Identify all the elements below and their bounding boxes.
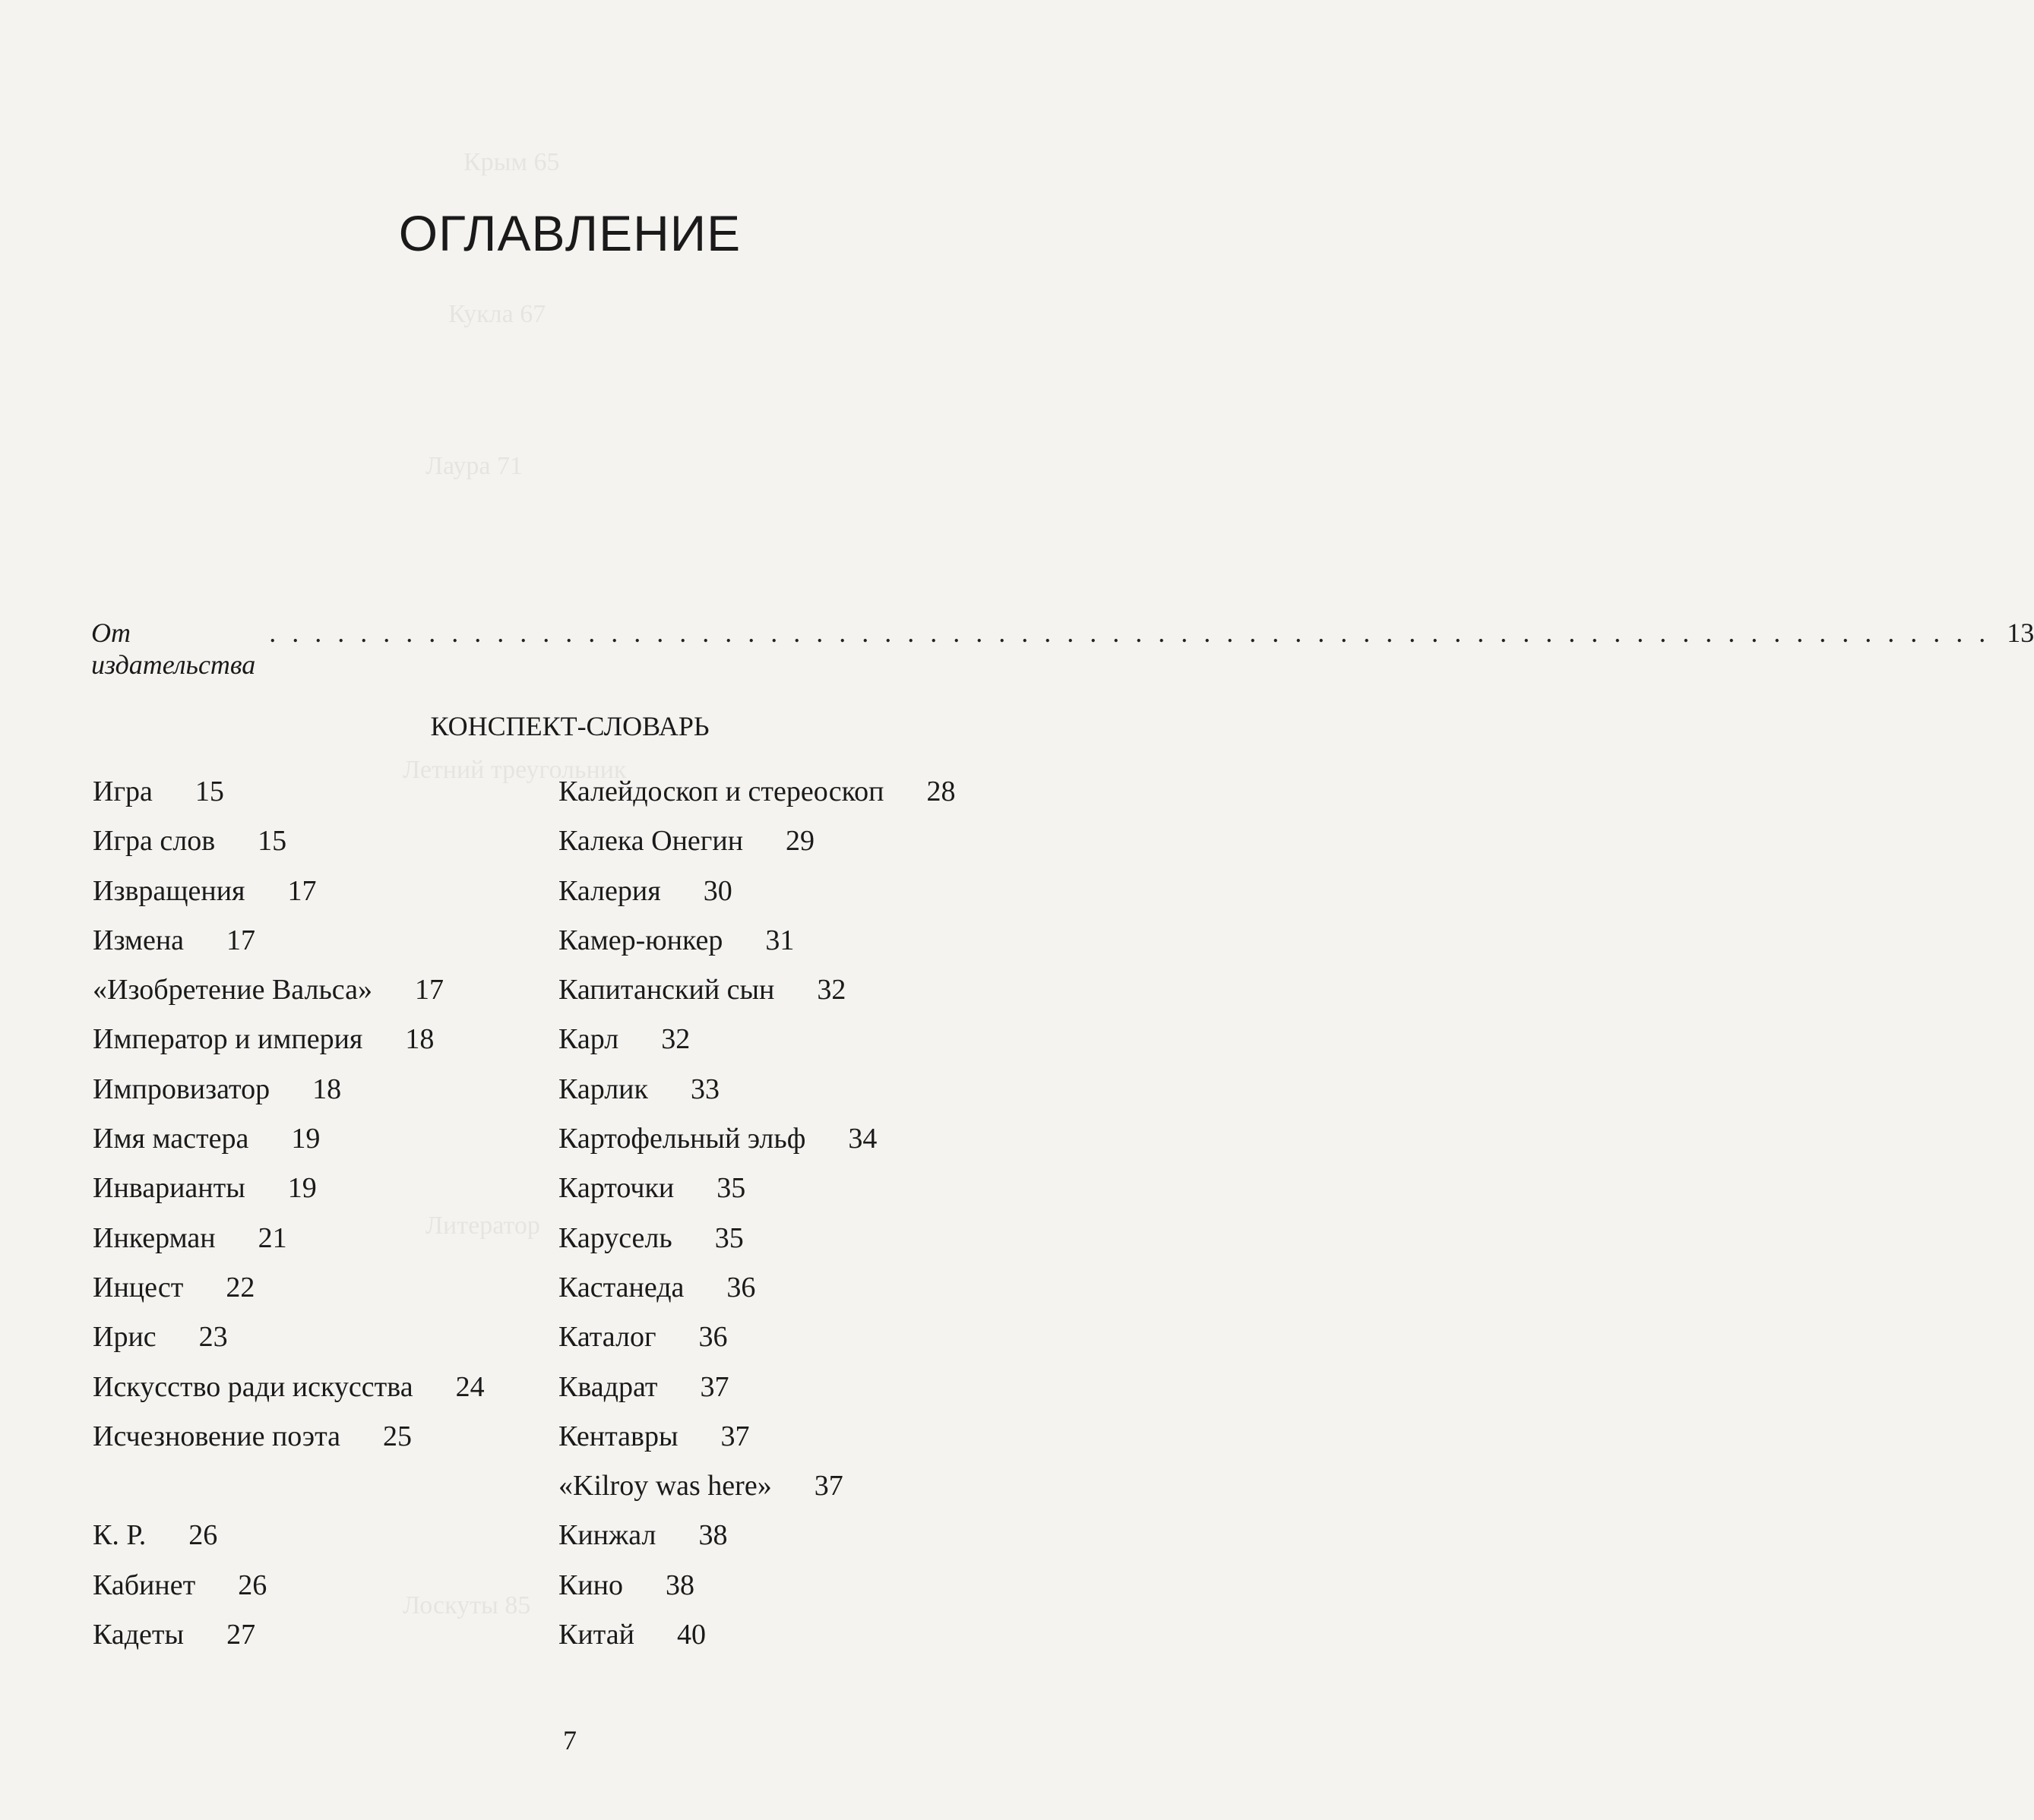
toc-entry — [558, 873, 999, 922]
entry-page: 18 — [312, 1073, 342, 1105]
toc-entry — [558, 773, 999, 823]
toc-entry — [558, 1616, 999, 1666]
entry-term: Инцест — [93, 1271, 184, 1303]
entry-page: 34 — [848, 1123, 878, 1155]
entry-page: 33 — [690, 1073, 720, 1105]
toc-entry — [558, 1468, 999, 1517]
entry-page: 24 — [455, 1370, 485, 1403]
entry-term: Кабинет — [93, 1569, 196, 1601]
toc-entry — [558, 1369, 999, 1418]
entry-page: 38 — [698, 1519, 728, 1552]
entry-term: Китай — [558, 1619, 634, 1651]
entry-term: Камер-юнкер — [558, 924, 723, 956]
entry-page: 31 — [765, 924, 795, 956]
entry-page: 37 — [814, 1470, 843, 1502]
show-through-text: Крым 65 — [463, 148, 560, 176]
entry-term: Кадеты — [93, 1619, 185, 1651]
toc-entry — [93, 1418, 549, 1468]
entry-page: 35 — [714, 1221, 744, 1254]
show-through-text: Литератор — [425, 1212, 540, 1240]
entry-term: Калека Онегин — [558, 825, 744, 858]
entry-page: 40 — [676, 1619, 706, 1651]
entry-page: 26 — [238, 1569, 267, 1601]
entry-page: 29 — [786, 825, 815, 858]
toc-entry — [558, 1071, 999, 1120]
show-through-text: Кукла 67 — [448, 300, 546, 328]
entry-term: Игра слов — [93, 825, 216, 858]
toc-entry — [558, 1567, 999, 1616]
entry-page: 30 — [703, 874, 732, 907]
entry-term: Карлик — [558, 1073, 648, 1105]
toc-entry — [93, 922, 549, 972]
entry-page: 37 — [700, 1370, 729, 1403]
toc-entry — [93, 1567, 549, 1616]
section-heading: КОНСПЕКТ-СЛОВАРЬ — [430, 711, 710, 741]
entry-page: 26 — [188, 1519, 218, 1552]
toc-entry — [93, 773, 549, 823]
entry-page: 23 — [198, 1321, 228, 1354]
toc-entry — [93, 1468, 549, 1517]
entry-term: Искусство ради искусства — [93, 1370, 413, 1403]
entry-term: Калейдоскоп и стереоскоп — [558, 776, 884, 807]
toc-entry — [93, 1120, 549, 1170]
show-through-text: Лоскуты 85 — [403, 1591, 531, 1619]
toc-entry — [558, 1269, 999, 1319]
foreword-entry — [91, 617, 2034, 681]
toc-entry — [93, 1369, 549, 1418]
entry-term: Игра — [93, 776, 153, 807]
toc-entry — [558, 972, 999, 1021]
entry-term: К. Р. — [93, 1519, 147, 1552]
entry-page: 27 — [226, 1619, 256, 1651]
toc-entry — [93, 1517, 549, 1566]
leader-dots: . . . . . . . . . . . . . . . . . . . . . . . . . . . . . . . . . . . . . . . . . . . . . . . . . . . . . . . . . . . . . . . . . . . . . . . . . . . . — [269, 618, 1991, 648]
toc-entry — [558, 1319, 999, 1368]
toc-entry — [93, 1269, 549, 1319]
entry-term: Кинжал — [558, 1519, 656, 1552]
entry-page: 19 — [291, 1123, 321, 1155]
entry-term: Каталог — [558, 1321, 656, 1354]
toc-entry — [93, 873, 549, 922]
entry-term: Ирис — [93, 1321, 157, 1354]
entry-page: 28 — [926, 776, 956, 807]
entry-term: «Изобретение Вальса» — [93, 974, 372, 1006]
entry-page: 15 — [258, 825, 287, 858]
toc-entry — [93, 1071, 549, 1120]
entry-term: Карточки — [558, 1172, 675, 1205]
toc-entry — [93, 1170, 549, 1219]
entry-page: 18 — [405, 1023, 435, 1056]
page-title: ОГЛАВЛЕНИЕ — [398, 205, 742, 262]
entry-page: 17 — [287, 874, 317, 907]
entry-term: Инкерман — [93, 1221, 216, 1254]
foreword-label: От издательства — [91, 618, 256, 680]
entry-term: Квадрат — [558, 1370, 658, 1403]
page-number: 7 — [563, 1725, 577, 1755]
entry-term: Измена — [93, 924, 185, 956]
entry-term: Калерия — [558, 874, 661, 907]
entry-term: Кино — [558, 1569, 624, 1601]
entry-term: Кентавры — [558, 1420, 679, 1452]
toc-entry — [558, 1418, 999, 1468]
toc-entry — [558, 922, 999, 972]
toc-entry — [93, 1319, 549, 1368]
entry-page: 32 — [817, 974, 846, 1006]
entry-term: Извращения — [93, 874, 245, 907]
entry-page: 25 — [383, 1420, 413, 1452]
show-through-text: Летний треугольник — [403, 756, 627, 784]
toc-entry — [93, 972, 549, 1021]
show-through-text: Лаура 71 — [425, 452, 524, 480]
entry-page: 21 — [258, 1221, 287, 1254]
entry-page: 38 — [666, 1569, 695, 1601]
toc-entry — [93, 1220, 549, 1269]
foreword-page: 13 — [2007, 618, 2034, 648]
entry-term: Импровизатор — [93, 1073, 270, 1105]
toc-entry — [93, 1616, 549, 1666]
toc-entry — [93, 1021, 549, 1070]
entry-page: 35 — [716, 1172, 746, 1205]
entry-page: 32 — [661, 1023, 691, 1056]
entry-term: Картофельный эльф — [558, 1123, 806, 1155]
toc-entry — [93, 823, 549, 872]
entry-term: «Kilroy was here» — [558, 1470, 772, 1502]
entry-term: Император и империя — [93, 1023, 363, 1056]
toc-entry — [558, 1170, 999, 1219]
toc-entry — [558, 1220, 999, 1269]
entry-page: 36 — [698, 1321, 728, 1354]
entry-term: Инварианты — [93, 1172, 245, 1205]
entry-page: 17 — [226, 924, 256, 956]
toc-entry — [558, 1120, 999, 1170]
toc-entry — [558, 1021, 999, 1070]
toc-entry — [558, 823, 999, 872]
entry-term: Исчезновение поэта — [93, 1420, 341, 1452]
entry-page: 17 — [414, 974, 444, 1006]
entry-term: Капитанский сын — [558, 974, 775, 1006]
toc-entry — [558, 1517, 999, 1566]
right-column — [558, 773, 999, 1666]
entry-term: Карл — [558, 1023, 619, 1056]
entry-page: 37 — [720, 1420, 750, 1452]
entry-page: 36 — [726, 1271, 756, 1303]
left-column — [93, 773, 549, 1666]
entry-term: Имя мастера — [93, 1123, 249, 1155]
entry-page: 22 — [226, 1271, 255, 1303]
entry-term: Карусель — [558, 1221, 672, 1254]
entry-page: 19 — [287, 1172, 317, 1205]
entry-page: 15 — [195, 776, 224, 807]
entry-term: Кастанеда — [558, 1271, 685, 1303]
